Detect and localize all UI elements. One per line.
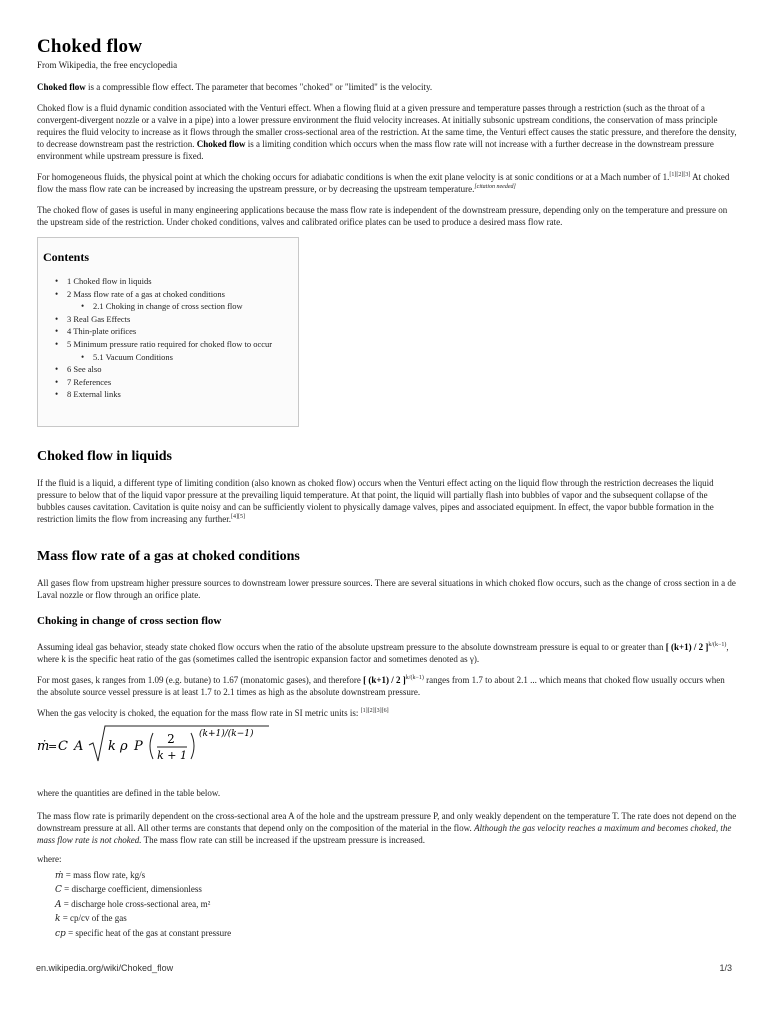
formula-exponent: (k+1)/(k−1) <box>199 729 254 739</box>
choking-p3-refs[interactable]: [1][2][3][6] <box>360 708 389 714</box>
citation-needed[interactable]: [citation needed] <box>474 184 516 190</box>
choking-p5-italic: Although the gas velocity reaches a maximum and becomes choked, the mass flow rate is not choked. <box>37 823 732 845</box>
intro-paragraph-3 <box>37 171 737 195</box>
where-symbol: cp <box>55 928 66 939</box>
choking-p1-expr: [ (k+1) / 2 ] <box>665 642 709 652</box>
table-of-contents <box>37 237 299 427</box>
print-footer <box>36 963 732 973</box>
intro-paragraph-1 <box>37 81 737 93</box>
choking-p3-text: When the gas velocity is choked, the equation for the mass flow rate in SI metric units is: <box>37 708 359 718</box>
choking-p5-text-b: The mass flow rate can still be increased if the upstream pressure is increased. <box>141 835 425 845</box>
liquids-text: If the fluid is a liquid, a different type of limiting condition (also known as choked flow) occurs when the Venturi effect acting on the liquid flow through the restriction decreases the liquid pressure to below that of the liquid vapor pressure at the prevailing liquid temperature. At that point, the liquid will partially flash into bubbles of vapor and the subsequent collapse of the bubbles causes cavitation. Cavitation is quite noisy and can be sufficiently violent to physically damage valves, pipes and associated equipment. In effect, the vapor bubble formation in the restriction limits the flow from increasing any further. <box>37 478 714 524</box>
toc-item[interactable]: • 2.1 Choking in change of cross section flow <box>55 300 298 313</box>
intro-p2-text-b: is a limiting condition which occurs when the mass flow rate will not increase with a further decrease in the downstream pressure environment while upstream pressure is fixed. <box>37 139 714 161</box>
choking-paragraph-4: where the quantities are defined in the table below. <box>37 788 221 798</box>
mass-flow-formula <box>37 723 737 763</box>
toc-item[interactable]: • 5 Minimum pressure ratio required for choked flow to occur <box>55 338 298 351</box>
formula-lhs: ṁ <box>37 739 50 754</box>
choking-p1-text-b: , where k is the specific heat ratio of the gas (sometimes called the isentropic expansion factor and sometimes denoted as γ). <box>37 642 729 664</box>
formula-left-paren <box>150 733 153 759</box>
footer-page-number: 1/3 <box>719 963 732 973</box>
where-symbol: k <box>55 914 61 924</box>
choking-p1-exp: k/(k−1) <box>708 642 727 648</box>
choking-p5-text-a: The mass flow rate is primarily dependent on the cross-sectional area A of the hole and the upstream pressure P, and only weakly dependent on the temperature T. The rate does not depend on the downstream pressure at all. All other terms are constants that depend only on the composition of the material in the flow. <box>37 811 737 833</box>
toc-item[interactable]: • 6 See also <box>55 363 298 376</box>
subsection-heading-choking: Choking in change of cross section flow <box>37 615 222 627</box>
formula-right-paren <box>191 733 194 759</box>
choking-p2-text-a: For most gases, k ranges from 1.09 (e.g. butane) to 1.67 (monatomic gases), and therefore <box>37 675 364 685</box>
where-definition: = discharge hole cross-sectional area, m² <box>61 898 211 909</box>
where-label: where: <box>37 854 62 864</box>
choking-p2-text-b: ranges from 1.7 to about 2.1 ... which means that choked flow usually occurs when the absolute source vessel pressure is at least 1.7 to 2.1 times as high as the absolute downstream pressure. <box>37 675 725 697</box>
where-definition: = cp/cv of the gas <box>60 913 127 923</box>
where-row <box>37 883 737 898</box>
massflow-paragraph: All gases flow from upstream higher pressure sources to downstream lower pressure sources. There are several situations in which choked flow occurs, such as the change of cross section in a de Laval nozzle or flow through an orifice plate. <box>37 578 736 600</box>
page-title: Choked flow <box>37 36 143 57</box>
where-definition: = discharge coefficient, dimensionless <box>61 884 202 894</box>
toc-title: Contents <box>43 250 90 264</box>
intro-p2-text-a: Choked flow is a fluid dynamic condition associated with the Venturi effect. When a flowing fluid at a given pressure and temperature passes through a restriction (such as the throat of a convergent-divergent nozzle or a valve in a pipe) into a lower pressure environment the fluid velocity increases. At initially subsonic upstream conditions, the conservation of mass principle requires the fluid velocity to increase as it flows through the smaller cross-sectional area of the restriction. At the same time, the Venturi effect causes the static pressure, and therefore the density, to decrease downstream past the restriction. <box>37 103 737 149</box>
page-subtitle: From Wikipedia, the free encyclopedia <box>37 60 178 70</box>
section-heading-massflow: Mass flow rate of a gas at choked conditions <box>37 549 300 564</box>
liquids-refs[interactable]: [4][5] <box>230 514 245 520</box>
formula-denominator: k + 1 <box>157 749 187 762</box>
toc-item[interactable]: • 7 References <box>55 376 298 389</box>
where-rows <box>37 869 737 942</box>
choking-p2-exp: k/(k−1) <box>405 675 424 681</box>
footer-url: en.wikipedia.org/wiki/Choked_flow <box>36 963 174 973</box>
where-row <box>37 912 737 927</box>
where-row <box>37 927 737 942</box>
where-symbol: A <box>55 899 62 910</box>
where-definition: = mass flow rate, kg/s <box>63 869 146 880</box>
where-symbol: C <box>55 885 62 895</box>
intro-p2-bold: Choked flow <box>196 139 246 149</box>
intro-p3-text-a: For homogeneous fluids, the physical point at which the choking occurs for adiabatic conditions is when the exit plane velocity is at sonic conditions or at a Mach number of 1. <box>37 172 670 182</box>
where-row <box>37 869 737 884</box>
formula-numerator: 2 <box>167 732 175 746</box>
formula-k: k <box>108 739 116 754</box>
intro-lead-text: is a compressible flow effect. The parameter that becomes "choked" or "limited" is the velocity. <box>85 82 433 92</box>
choking-p2-expr: [ (k+1) / 2 ] <box>363 675 406 685</box>
formula-eq: = <box>48 740 58 753</box>
where-row <box>37 898 737 913</box>
toc-item[interactable]: • 8 External links <box>55 388 298 401</box>
formula-svg <box>37 723 297 767</box>
where-definitions <box>37 853 737 941</box>
formula-c: C <box>58 739 68 754</box>
intro-lead-bold: Choked flow <box>37 82 86 92</box>
where-definition: = specific heat of the gas at constant pressure <box>65 927 232 938</box>
toc-item[interactable]: • 5.1 Vacuum Conditions <box>55 351 298 364</box>
toc-item[interactable]: • 2 Mass flow rate of a gas at choked conditions <box>55 288 298 301</box>
choking-paragraph-3 <box>37 707 737 719</box>
toc-item[interactable]: • 3 Real Gas Effects <box>55 313 298 326</box>
toc-list <box>43 275 298 401</box>
toc-item[interactable]: • 4 Thin-plate orifices <box>55 325 298 338</box>
formula-a: A <box>74 739 84 754</box>
choking-paragraph-5 <box>37 810 737 846</box>
intro-paragraph-2 <box>37 102 737 162</box>
intro-paragraph-4: The choked flow of gases is useful in many engineering applications because the mass flow rate is independent of the downstream pressure, depending only on the temperature and pressure on the upstream side of the restriction. Under choked conditions, valves and calibrated orifice plates can be used to produce a desired mass flow rate. <box>37 205 728 227</box>
section-heading-liquids: Choked flow in liquids <box>37 449 172 464</box>
choking-p1-text-a: Assuming ideal gas behavior, steady state choked flow occurs when the ratio of the absolute upstream pressure to the absolute downstream pressure is equal to or greater than <box>37 642 666 652</box>
choking-paragraph-2 <box>37 674 737 698</box>
where-symbol: ṁ <box>55 870 64 881</box>
article <box>37 36 737 941</box>
liquids-paragraph <box>37 477 737 525</box>
choking-paragraph-1 <box>37 641 737 665</box>
intro-p3-text-b: At choked flow the mass flow rate can be increased by increasing the upstream pressure, or by decreasing the upstream temperature. <box>37 172 730 194</box>
intro-p3-refs[interactable]: [1][2][3] <box>669 172 691 178</box>
formula-p: P <box>134 739 143 754</box>
formula-rho: ρ <box>120 739 128 754</box>
toc-item[interactable]: • 1 Choked flow in liquids <box>55 275 298 288</box>
